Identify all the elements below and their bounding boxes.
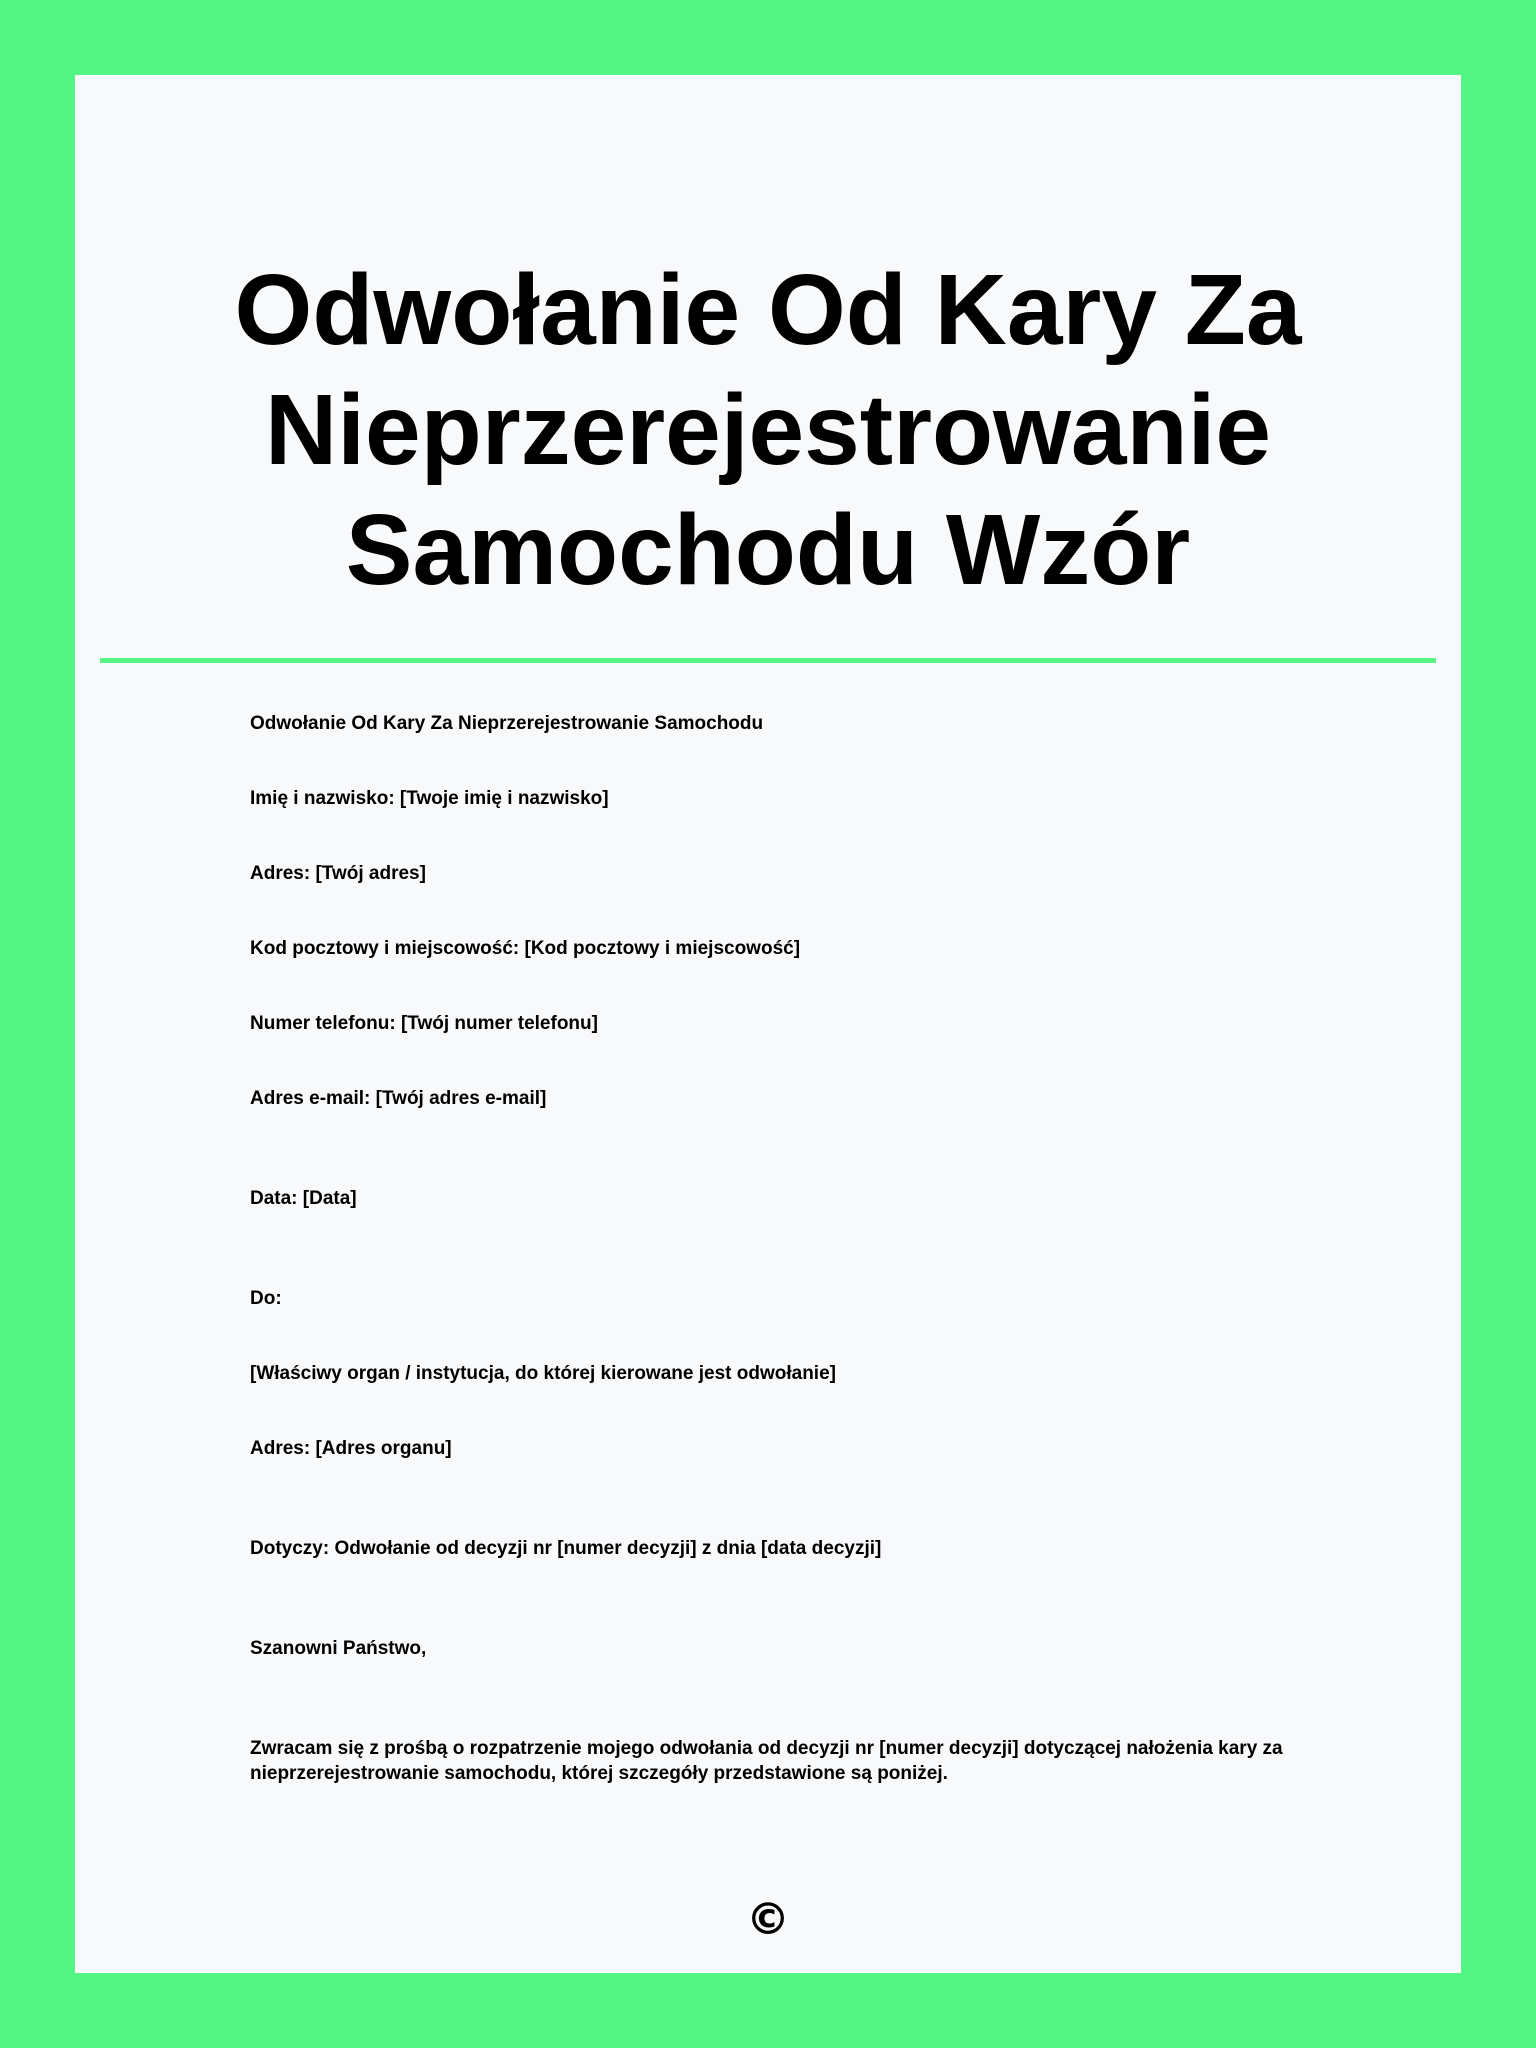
date-field-line: Data: [Data] xyxy=(250,1188,357,1209)
postal-code-field-line: Kod pocztowy i miejscowość: [Kod pocztowy i miejscowość] xyxy=(250,938,801,959)
body-paragraph: Zwracam się z prośbą o rozpatrzenie mojego odwołania od decyzji nr [numer decyzji] dotyczącej nałożenia kary za nieprzerejestrowanie samochodu, której szczegóły przedstawione są poniżej. xyxy=(250,1738,1283,1784)
copyright-icon: © xyxy=(746,1894,790,1945)
document-heading-line: Odwołanie Od Kary Za Nieprzerejestrowanie Samochodu xyxy=(250,713,764,734)
recipient-organ-line: [Właściwy organ / instytucja, do której kierowane jest odwołanie] xyxy=(250,1363,836,1384)
recipient-address-line: Adres: [Adres organu] xyxy=(250,1438,452,1459)
phone-field-line: Numer telefonu: [Twój numer telefonu] xyxy=(250,1013,598,1034)
document-page xyxy=(75,75,1461,1973)
email-field-line: Adres e-mail: [Twój adres e-mail] xyxy=(250,1088,547,1109)
title-divider xyxy=(100,658,1436,663)
recipient-label: Do: xyxy=(250,1288,282,1309)
address-field-line: Adres: [Twój adres] xyxy=(250,863,426,884)
name-field-line: Imię i nazwisko: [Twoje imię i nazwisko] xyxy=(250,788,609,809)
subject-line: Dotyczy: Odwołanie od decyzji nr [numer decyzji] z dnia [data decyzji] xyxy=(250,1538,882,1559)
page-title: Odwołanie Od Kary Za Nieprzerejestrowanie Samochodu Wzór xyxy=(234,254,1302,606)
salutation-line: Szanowni Państwo, xyxy=(250,1638,427,1659)
